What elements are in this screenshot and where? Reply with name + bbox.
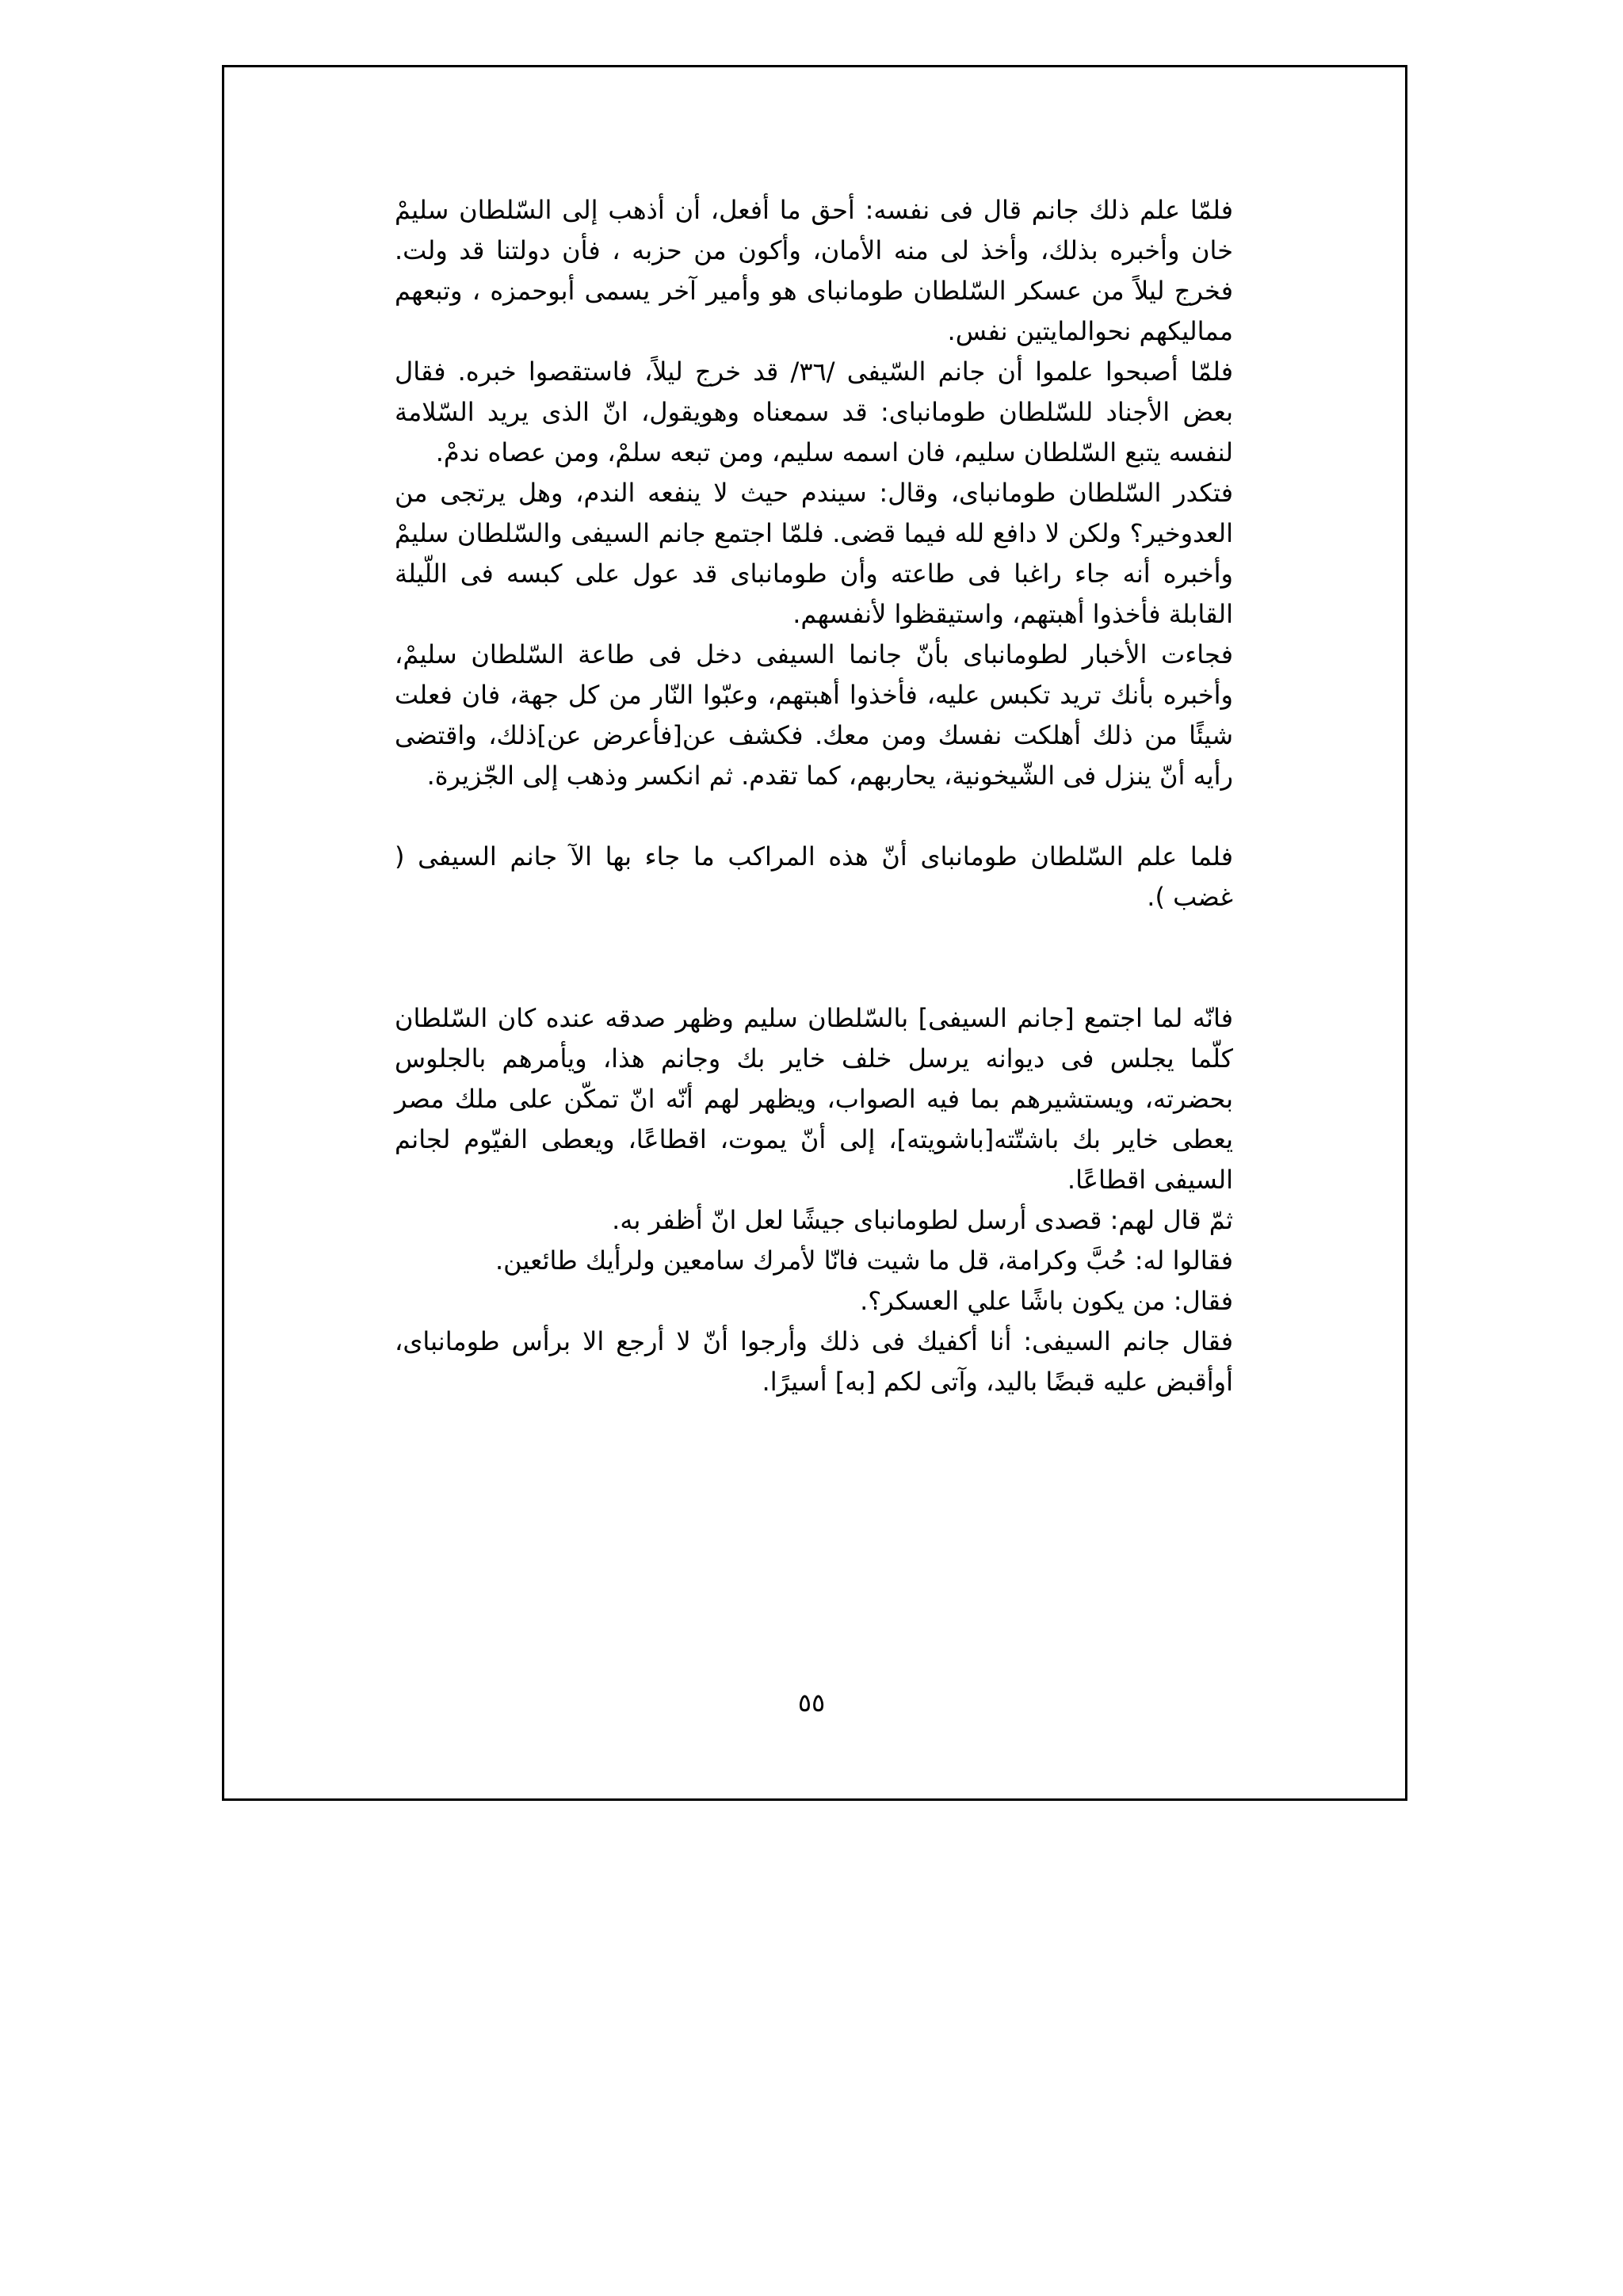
page-number: ٥٥	[797, 1688, 826, 1718]
paragraph-7: ثمّ قال لهم: قصدى أرسل لطومانباى جيشًا لعل انّ أظفر به.	[612, 1205, 1233, 1235]
paragraph-5: فلما علم السّلطان طومانباى أنّ هذه المراكب ما جاء بها الآ جانم السيفى ( غضب ).	[395, 841, 1233, 912]
document-body	[395, 190, 1233, 1402]
paragraph-spacer	[395, 796, 1233, 837]
paragraph-6: فانّه لما اجتمع [جانم السيفى] بالسّلطان سليم وظهر صدقه عنده كان السّلطان كلّما يجلس فى ديوانه يرسل خلف خاير بك وجانم هذا، ويأمرهم بالجلوس بحضرته، ويستشيرهم بما فيه الصواب، ويظهر لهم أنّه انّ تمكّن على ملك مصر يعطى خاير بك باشتّته[باشويته]، إلى أنّ يموت، اقطاعًا، ويعطى الفيّوم لجانم السيفى اقطاعًا.	[395, 1003, 1233, 1195]
paragraph-spacer	[395, 958, 1233, 998]
paragraph-3: فتكدر السّلطان طومانباى، وقال: سيندم حيث لا ينفعه الندم، وهل يرتجى من العدوخير؟ ولكن لا دافع لله فيما قضى. فلمّا اجتمع جانم السيفى والسّلطان سليمْ وأخبره أنه جاء راغبا فى طاعته وأن طومانباى قد عول على كبسه فى اللّيلة القابلة فأخذوا أهبتهم، واستيقظوا لأنفسهم.	[395, 478, 1233, 629]
paragraph-spacer	[395, 917, 1233, 958]
paragraph-10: فقال جانم السيفى: أنا أكفيك فى ذلك وأرجوا أنّ لا أرجع الا برأس طومانباى، أوأقبض عليه قبضًا باليد، وآتى لكم [به] أسيرًا.	[395, 1326, 1233, 1397]
paragraph-4: فجاءت الأخبار لطومانباى بأنّ جانما السيفى دخل فى طاعة السّلطان سليمْ، وأخبره بأنك تريد تكبس عليه، فأخذوا أهبتهم، وعبّوا النّار من كل جهة، فان فعلت شيئًا من ذلك أهلكت نفسك ومن معك. فكشف عن[فأعرض عن]ذلك، واقتضى رأيه أنّ ينزل فى الشّيخونية، يحاربهم، كما تقدم. ثم انكسر وذهب إلى الجّزيرة.	[395, 639, 1233, 791]
paragraph-9: فقال: من يكون باشًا علي العسكر؟.	[860, 1286, 1233, 1316]
paragraph-2: فلمّا أصبحوا علموا أن جانم السّيفى /٣٦/ قد خرج ليلاً، فاستقصوا خبره. فقال بعض الأجناد للسّلطان طومانباى: قد سمعناه وهويقول، انّ الذى يريد السّلامة لنفسه يتبع السّلطان سليم، فان اسمه سليم، ومن تبعه سلمْ، ومن عصاه ندمْ.	[395, 357, 1234, 467]
paragraph-8: فقالوا له: حُبَّ وكرامة، قل ما شيت فانّا لأمرك سامعين ولرأيك طائعين.	[495, 1245, 1233, 1276]
paragraph-1: فلمّا علم ذلك جانم قال فى نفسه: أحق ما أفعل، أن أذهب إلى السّلطان سليمْ خان وأخبره بذلك، وأخذ لى منه الأمان، وأكون من حزبه ، فأن دولتنا قد ولت. فخرج ليلاً من عسكر السّلطان طومانباى هو وأمير آخر يسمى أبوحمزه ، وتبعهم مماليكهم نحوالمايتين نفس.	[395, 195, 1233, 346]
